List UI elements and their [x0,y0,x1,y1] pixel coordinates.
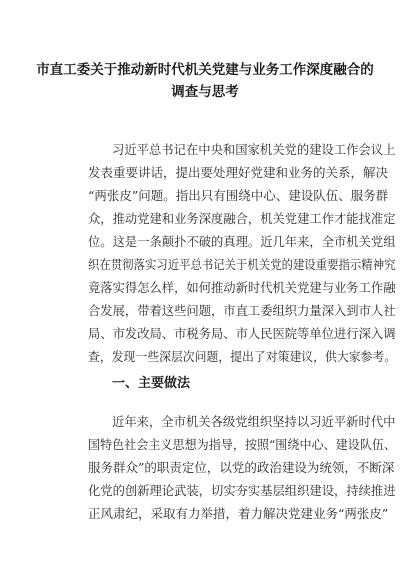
paragraph-1-line: 位。这是一条颠扑不破的真理。近几年来，全市机关党组 [88,234,396,249]
paragraph-2-line: 化党的创新理论武装，切实夯实基层组织建设，持续推进 [88,483,396,498]
paragraph-1-line: 习近平总书记在中央和国家机关党的建设工作会议上 [112,142,396,157]
paragraph-2-line: 国特色社会主义思想为指导，按照“围绕中心、建设队伍、 [88,437,397,452]
paragraph-1-line: 查，发现一些深层次问题，提出了对策建议，供大家参考。 [88,349,397,364]
paragraph-1-line: 众，推动党建和业务深度融合，机关党建工作才能找准定 [88,211,396,226]
section-heading: 一、主要做法 [112,376,191,391]
document-title-line-1: 市直工委关于推动新时代机关党建与业务工作深度融合的 [36,62,374,78]
paragraph-1-line: 织在贯彻落实习近平总书记关于机关党的建设重要指示精神究 [88,257,396,272]
paragraph-1-line: “两张皮”问题。指出只有围绕中心、建设队伍、服务群 [88,188,389,203]
paragraph-2-line: 正风肃纪，采取有力举措，着力解决党建业务“两张皮” [88,506,389,521]
paragraph-2-line: 近年来，全市机关各级党组织坚持以习近平新时代中 [112,414,396,429]
document-title-line-2: 调查与思考 [171,84,239,100]
paragraph-1-line: 竟落实得怎么样，如何推动新时代机关党建与业务工作融 [88,280,396,295]
paragraph-1-line: 局、市发改局、市税务局、市人民医院等单位进行深入调 [88,326,396,341]
paragraph-1-line: 合发展，带着这些问题，市直工委组织力量深入到市人社 [88,303,396,318]
paragraph-2-line: 服务群众”的职责定位，以党的政治建设为统领，不断深 [88,460,395,475]
paragraph-1-line: 发表重要讲话，提出要处理好党建和业务的关系，解决 [88,165,389,180]
